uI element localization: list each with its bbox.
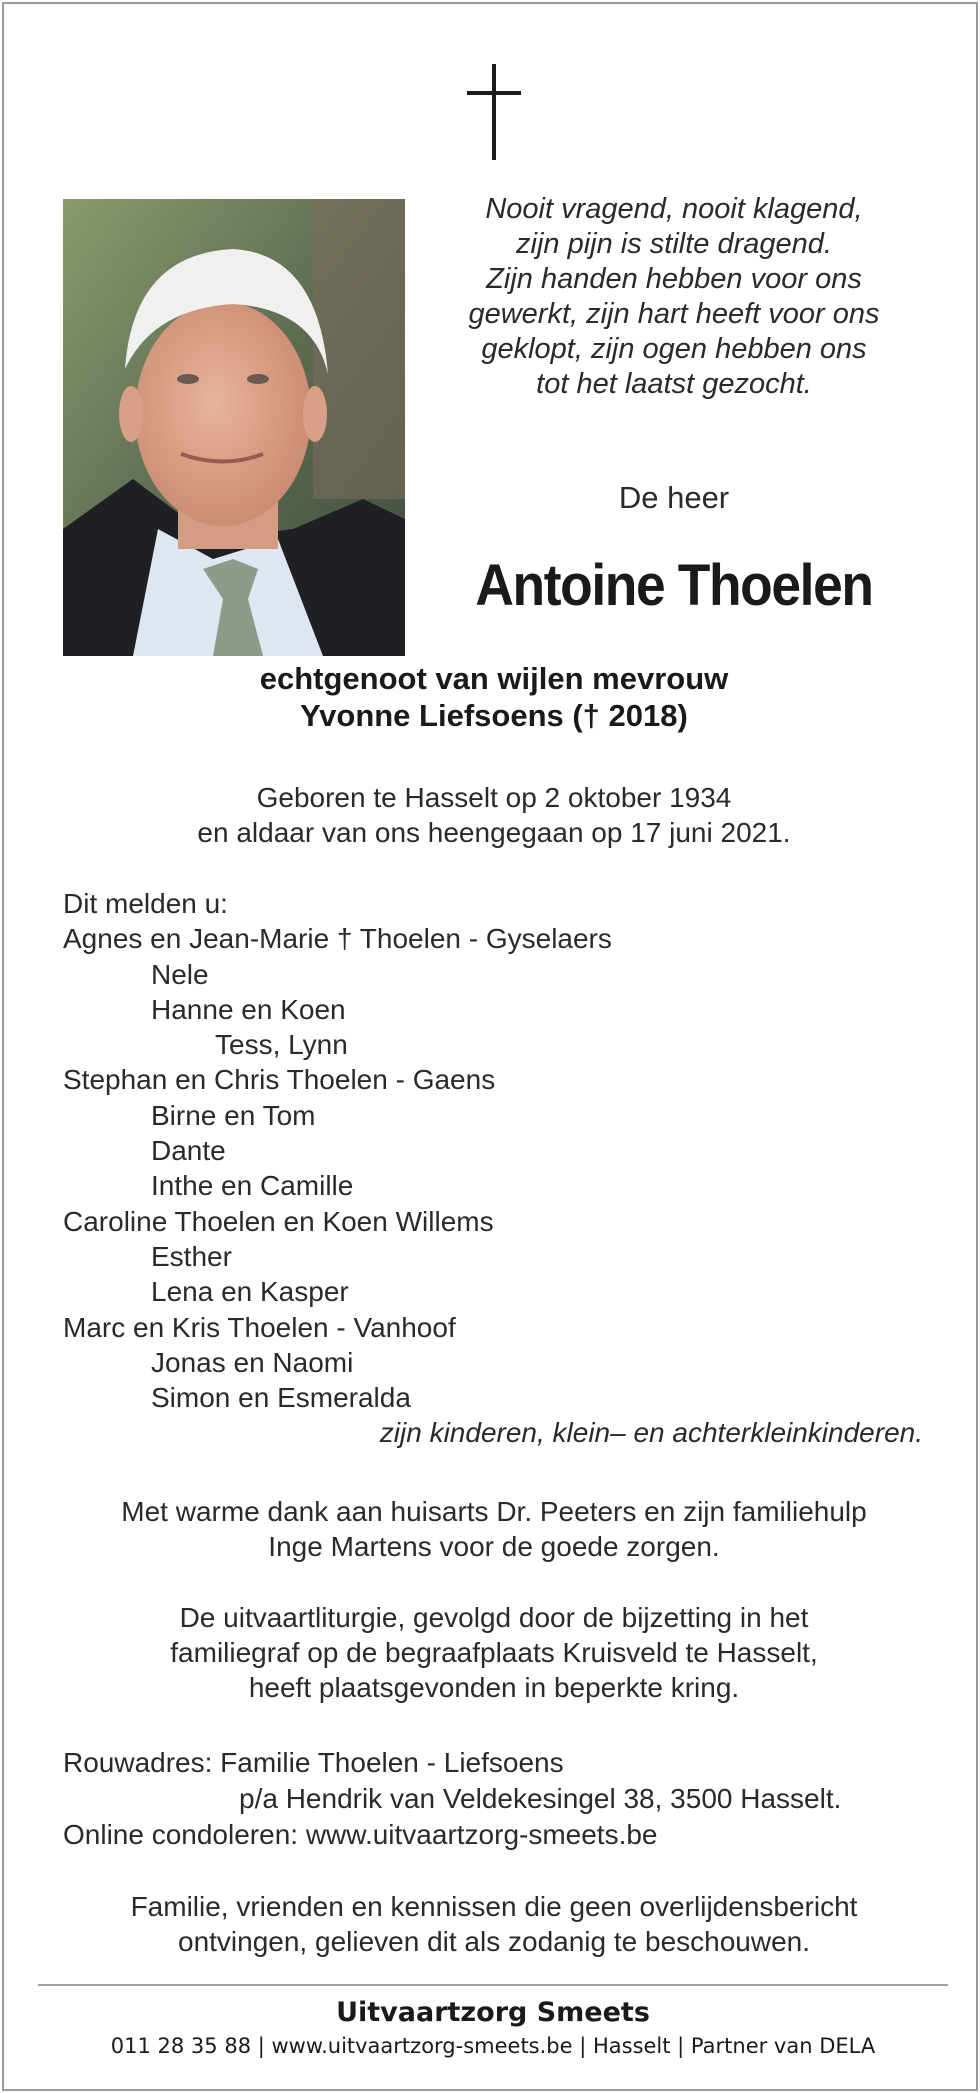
deceased-name: Antoine Thoelen bbox=[475, 553, 873, 618]
funeral-company: Uitvaartzorg Smeets bbox=[336, 1997, 650, 2028]
spouse-line: Yvonne Liefsoens († 2018) bbox=[300, 698, 688, 733]
family-line: Lena en Kasper bbox=[151, 1276, 349, 1308]
poem-line: geklopt, zijn ogen hebben ons bbox=[481, 333, 867, 365]
footer-divider bbox=[38, 1984, 948, 1986]
family-line: Simon en Esmeralda bbox=[151, 1382, 411, 1414]
portrait-photo bbox=[63, 199, 405, 656]
family-signature: zijn kinderen, klein– en achterkleinkinderen. bbox=[379, 1417, 923, 1449]
poem-line: zijn pijn is stilte dragend. bbox=[516, 228, 832, 260]
thanks-line: Inge Martens voor de goede zorgen. bbox=[268, 1531, 720, 1562]
funeral-line: heeft plaatsgevonden in beperkte kring. bbox=[248, 1672, 740, 1703]
family-line: Inthe en Camille bbox=[151, 1170, 354, 1202]
life-dates bbox=[64, 780, 924, 850]
family-list bbox=[63, 886, 933, 1451]
honorific: De heer bbox=[618, 480, 730, 515]
notice-text bbox=[64, 1889, 924, 1959]
family-line: Tess, Lynn bbox=[215, 1029, 348, 1061]
family-line: Dante bbox=[151, 1135, 226, 1167]
thanks-text bbox=[64, 1494, 924, 1564]
family-line: Caroline Thoelen en Koen Willems bbox=[63, 1205, 494, 1237]
address-line: Rouwadres: Familie Thoelen - Liefsoens bbox=[63, 1747, 564, 1778]
address-line: p/a Hendrik van Veldekesingel 38, 3500 Hasselt. bbox=[239, 1783, 842, 1814]
company-info: 011 28 35 88 | www.uitvaartzorg-smeets.be | Hasselt | Partner van DELA bbox=[110, 2034, 876, 2058]
funeral-line: De uitvaartliturgie, gevolgd door de bijzetting in het bbox=[179, 1602, 809, 1633]
poem-line: gewerkt, zijn hart heeft voor ons bbox=[468, 298, 880, 330]
cross-icon bbox=[464, 64, 524, 164]
family-line: Birne en Tom bbox=[151, 1099, 316, 1131]
family-line: Stephan en Chris Thoelen - Gaens bbox=[63, 1064, 496, 1096]
funeral-text bbox=[64, 1600, 924, 1705]
death-line: en aldaar van ons heengegaan op 17 juni 2021. bbox=[197, 817, 791, 848]
notice-line: ontvingen, gelieven dit als zodanig te beschouwen. bbox=[178, 1926, 810, 1957]
family-line: Jonas en Naomi bbox=[151, 1346, 354, 1378]
spouse-line: echtgenoot van wijlen mevrouw bbox=[259, 661, 729, 696]
poem-line: tot het laatst gezocht. bbox=[536, 368, 812, 400]
poem-line: Nooit vragend, nooit klagend, bbox=[485, 193, 863, 225]
online-condolence: Online condoleren: www.uitvaartzorg-smeets.be bbox=[63, 1819, 658, 1850]
notice-line: Familie, vrienden en kennissen die geen overlijdensbericht bbox=[130, 1891, 858, 1922]
birth-line: Geboren te Hasselt op 2 oktober 1934 bbox=[256, 782, 732, 813]
family-line: Marc en Kris Thoelen - Vanhoof bbox=[63, 1311, 456, 1343]
family-line: Hanne en Koen bbox=[151, 993, 346, 1025]
mourning-address bbox=[63, 1745, 933, 1853]
obituary-card bbox=[2, 2, 978, 2091]
funeral-line: familiegraf op de begraafplaats Kruisveld te Hasselt, bbox=[170, 1637, 818, 1668]
thanks-line: Met warme dank aan huisarts Dr. Peeters en zijn familiehulp bbox=[121, 1496, 867, 1527]
family-line: Esther bbox=[151, 1240, 232, 1272]
poem-line: Zijn handen hebben voor ons bbox=[486, 263, 862, 295]
family-line: Nele bbox=[151, 958, 209, 990]
family-line: Agnes en Jean-Marie † Thoelen - Gyselaers bbox=[63, 923, 612, 955]
family-intro: Dit melden u: bbox=[63, 888, 228, 919]
poem bbox=[436, 192, 912, 402]
spouse-info bbox=[64, 660, 924, 734]
